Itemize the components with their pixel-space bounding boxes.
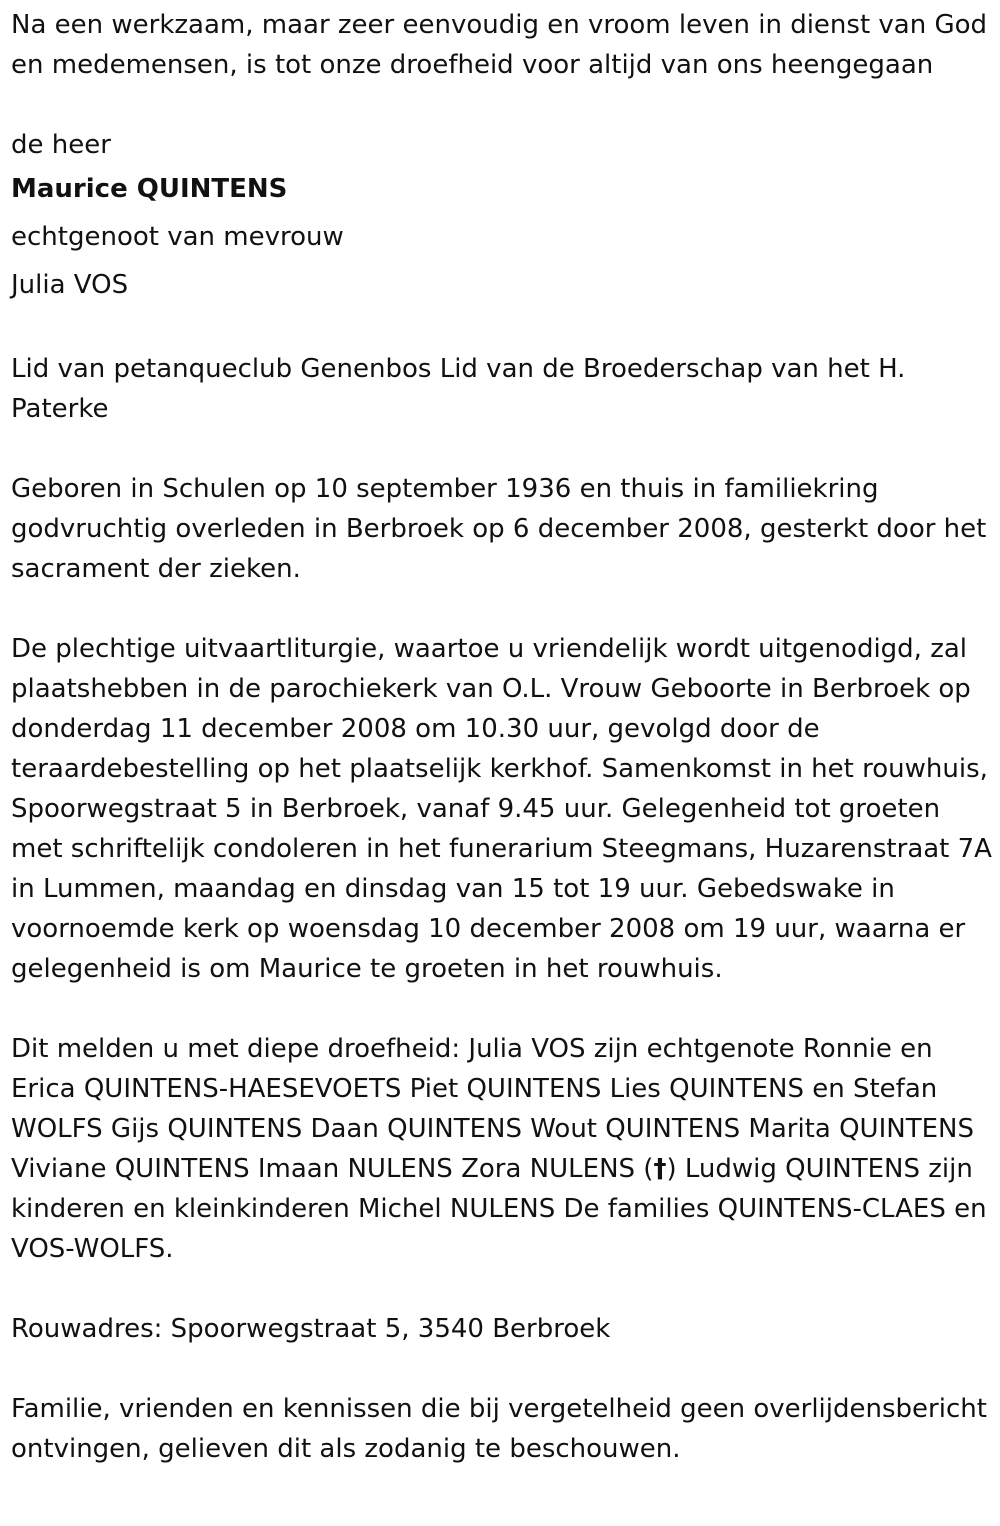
family-text-part-1: Dit melden u met diepe droefheid: Julia VOS zijn echtgenote Ronnie en Erica QUINTENS-HAESEVOETS Piet QUINTENS Lies QUINTENS en Stefan WOLFS Gijs QUINTENS Daan QUINTENS Wout QUINTENS Marita QUINTENS Viviane QUINTENS Imaan NULENS Zora NULENS ( [11,1034,974,1184]
spacer [11,309,996,349]
address-line: Rouwadres: Spoorwegstraat 5, 3540 Berbroek [11,1314,611,1344]
deceased-name: Maurice QUINTENS [11,174,288,204]
spacer [11,85,996,125]
birth-death-paragraph: Geboren in Schulen op 10 september 1936 en thuis in familiekring godvruchtig overleden in Berbroek op 6 december 2008, gesterkt door het sacrament der zieken. [11,474,987,584]
spacer [11,429,996,469]
obituary-document [11,5,996,1469]
funeral-paragraph: De plechtige uitvaartliturgie, waartoe u vriendelijk wordt uitgenodigd, zal plaatshebben in de parochiekerk van O.L. Vrouw Geboorte in Berbroek op donderdag 11 december 2008 om 10.30 uur, gevolgd door de teraardebestelling op het plaatselijk kerkhof. Samenkomst in het rouwhuis, Spoorwegstraat 5 in Berbroek, vanaf 9.45 uur. Gelegenheid tot groeten met schriftelijk condoleren in het funerarium Steegmans, Huzarenstraat 7A in Lummen, maandag en dinsdag van 15 tot 19 uur. Gebedswake in voornoemde kerk op woensdag 10 december 2008 om 19 uur, waarna er gelegenheid is om Maurice te groeten in het rouwhuis. [11,634,992,984]
spouse-name: Julia VOS [11,270,129,300]
closing-paragraph: Familie, vrienden en kennissen die bij vergetelheid geen overlijdensbericht ontvingen, gelieven dit als zodanig te beschouwen. [11,1394,987,1464]
family-paragraph [11,1029,996,1269]
spacer [11,989,996,1029]
spouse-label: echtgenoot van mevrouw [11,222,344,252]
intro-paragraph: Na een werkzaam, maar zeer eenvoudig en vroom leven in dienst van God en medemensen, is tot onze droefheid voor altijd van ons heengegaan [11,10,988,80]
family-text-part-2: ) Ludwig QUINTENS zijn kinderen en kleinkinderen Michel NULENS De families QUINTENS-CLAES en VOS-WOLFS. [11,1154,987,1264]
salutation: de heer [11,130,111,160]
spacer [11,1349,996,1389]
cross-icon: † [653,1154,667,1184]
memberships-paragraph: Lid van petanqueclub Genenbos Lid van de Broederschap van het H. Paterke [11,354,906,424]
spacer [11,1269,996,1309]
spacer [11,589,996,629]
